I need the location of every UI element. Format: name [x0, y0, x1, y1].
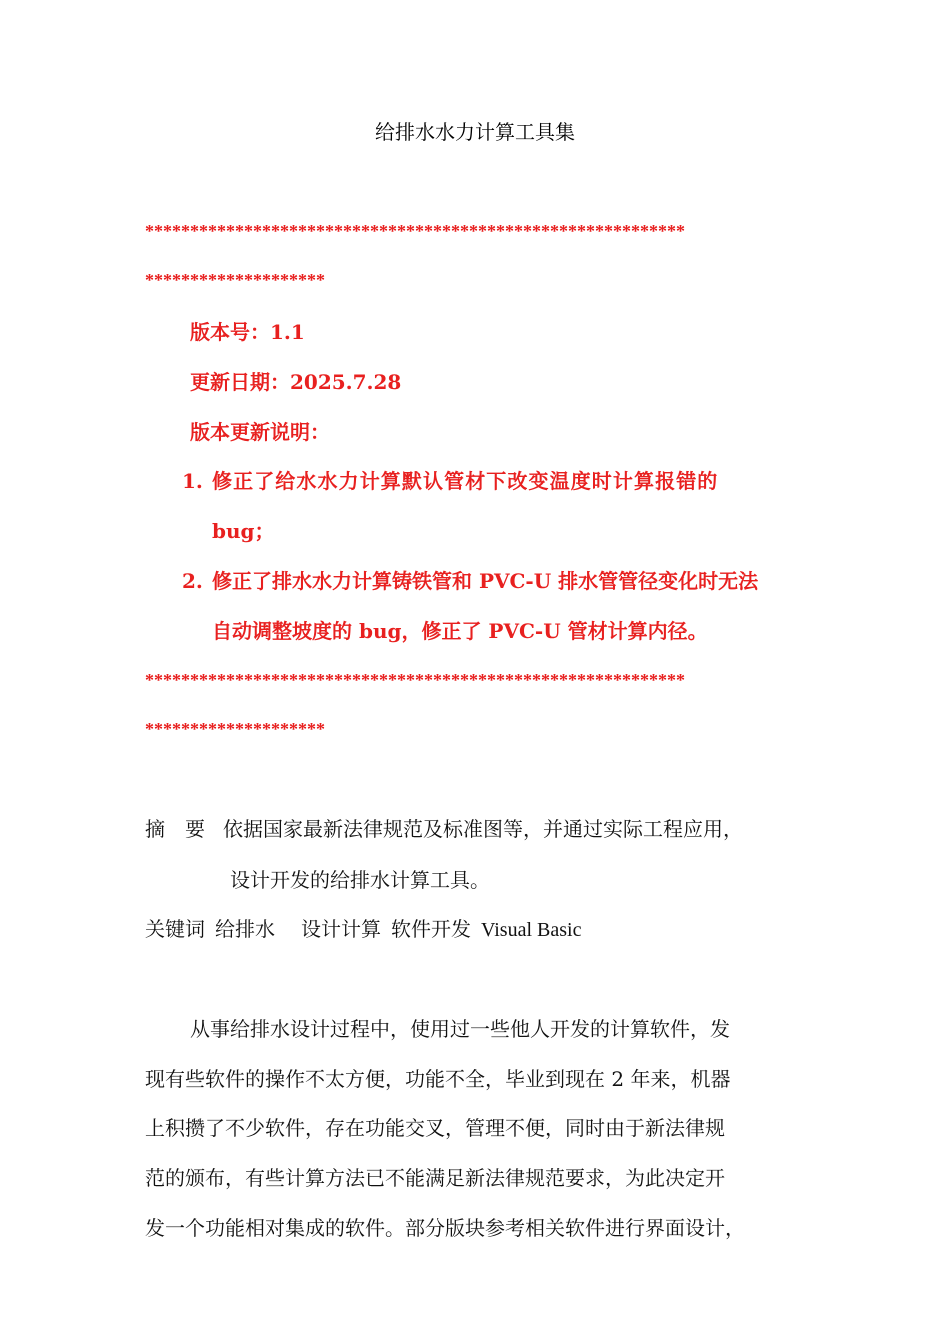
update-note-item-2-continued: 自动调整坡度的 bug，修正了 PVC-U 管材计算内径。 — [212, 619, 708, 643]
update-note-text: 修正了排水水力计算铸铁管和 PVC-U 排水管管径变化时无法 — [212, 569, 759, 593]
keyword-item: 给排水 — [215, 917, 275, 941]
body-paragraph-line: 范的颁布，有些计算方法已不能满足新法律规范要求，为此决定开 — [145, 1166, 725, 1190]
document-title: 给排水水力计算工具集 — [375, 120, 575, 144]
separator-bottom-line1: ************************************************************ — [145, 670, 685, 690]
keyword-item: Visual Basic — [481, 919, 582, 941]
version-number: 版本号：1.1 — [190, 320, 305, 344]
update-notes-heading: 版本更新说明： — [190, 420, 330, 444]
keywords-label: 关键词 — [145, 917, 205, 941]
update-note-number: 1. — [182, 469, 203, 493]
body-paragraph-line: 上积攒了不少软件，存在功能交叉，管理不便，同时由于新法律规 — [145, 1116, 725, 1140]
update-note-item-1 — [182, 467, 718, 495]
abstract-text: 依据国家最新法律规范及标准图等，并通过实际工程应用， — [223, 817, 743, 841]
update-note-item-1-continued: bug； — [212, 519, 275, 543]
separator-bottom-line2: ******************** — [145, 719, 325, 739]
abstract-label: 摘 要 — [145, 817, 205, 841]
update-date: 更新日期：2025.7.28 — [190, 370, 402, 394]
abstract-line2: 设计开发的给排水计算工具。 — [230, 868, 490, 892]
separator-top-line1: ************************************************************ — [145, 221, 685, 241]
update-note-item-2 — [182, 567, 758, 595]
body-paragraph-line: 从事给排水设计过程中，使用过一些他人开发的计算软件，发 — [190, 1017, 730, 1041]
separator-top-line2: ******************** — [145, 270, 325, 290]
keyword-item: 设计计算 — [301, 917, 381, 941]
keywords-row — [145, 915, 581, 944]
keyword-item: 软件开发 — [391, 917, 471, 941]
update-note-text: 修正了给水水力计算默认管材下改变温度时计算报错的 — [212, 469, 719, 493]
abstract-line1 — [145, 815, 743, 843]
body-paragraph-line: 现有些软件的操作不太方便，功能不全，毕业到现在 2 年来，机器 — [145, 1067, 731, 1091]
update-note-number: 2. — [182, 569, 203, 593]
body-paragraph-line: 发一个功能相对集成的软件。部分版块参考相关软件进行界面设计， — [145, 1216, 745, 1240]
